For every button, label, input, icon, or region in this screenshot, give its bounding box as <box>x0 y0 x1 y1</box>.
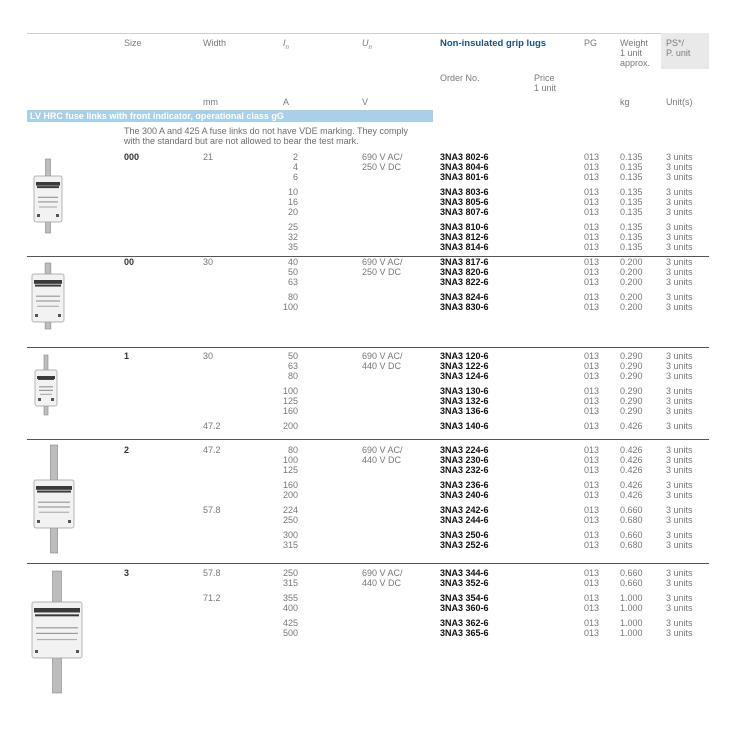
weight-value: 0.426 <box>620 490 643 500</box>
weight-value: 0.290 <box>620 396 643 406</box>
weight-value: 0.290 <box>620 386 643 396</box>
weight-value: 0.426 <box>620 421 643 431</box>
pg-value: 013 <box>584 232 600 242</box>
ps-value: 3 units <box>666 406 693 416</box>
weight-value: 0.660 <box>620 530 643 540</box>
pg-value: 013 <box>584 386 600 396</box>
order-number: 3NA3 360-6 <box>440 603 489 613</box>
pg-value: 013 <box>584 540 600 550</box>
unit-ps: Unit(s) <box>666 97 693 107</box>
weight-value: 0.660 <box>620 568 643 578</box>
col-width-header: Width <box>203 38 227 48</box>
order-number: 3NA3 365-6 <box>440 628 489 638</box>
order-number: 3NA3 804-6 <box>440 162 489 172</box>
current-value: 50 <box>287 267 298 277</box>
order-number: 3NA3 817-6 <box>440 257 489 267</box>
weight-value: 0.135 <box>620 197 643 207</box>
order-number: 3NA3 250-6 <box>440 530 489 540</box>
ps-value: 3 units <box>666 222 693 232</box>
pg-value: 013 <box>584 618 600 628</box>
col-current-header: $I_n$ <box>283 38 289 51</box>
pg-value: 013 <box>584 465 600 475</box>
pg-value: 013 <box>584 603 600 613</box>
width-value: 71.2 <box>203 593 221 603</box>
fuse-link-image <box>26 354 66 416</box>
fuse-link-image <box>26 158 70 234</box>
weight-value: 0.426 <box>620 480 643 490</box>
order-number: 3NA3 352-6 <box>440 578 489 588</box>
current-value: 160 <box>282 406 298 416</box>
ps-value: 3 units <box>666 207 693 217</box>
weight-value: 0.135 <box>620 222 643 232</box>
col-voltage-header: $U_n$ <box>362 38 372 51</box>
current-value: 125 <box>282 465 298 475</box>
group-divider <box>27 347 709 348</box>
order-number: 3NA3 124-6 <box>440 371 489 381</box>
pg-value: 013 <box>584 197 600 207</box>
fuse-link-image <box>28 444 80 554</box>
weight-value: 0.200 <box>620 267 643 277</box>
ps-value: 3 units <box>666 197 693 207</box>
col-ps-header: PS*/ P. unit <box>666 38 691 58</box>
size-value: 1 <box>124 351 130 361</box>
current-value: 20 <box>287 207 298 217</box>
pg-value: 013 <box>584 515 600 525</box>
pg-value: 013 <box>584 187 600 197</box>
voltage-value: 690 V AC/ 440 V DC <box>362 445 403 465</box>
current-value: 200 <box>282 490 298 500</box>
voltage-value: 690 V AC/ 440 V DC <box>362 568 403 588</box>
current-value: 32 <box>287 232 298 242</box>
pg-value: 013 <box>584 578 600 588</box>
size-value: 2 <box>124 445 130 455</box>
ps-value: 3 units <box>666 505 693 515</box>
current-value: 300 <box>282 530 298 540</box>
current-value: 315 <box>282 578 298 588</box>
header-top-rule <box>27 33 709 34</box>
current-value: 50 <box>287 351 298 361</box>
note-text: The 300 A and 425 A fuse links do not have VDE marking. They comply with the standard but are not allowed to bear the test mark. <box>124 126 409 146</box>
weight-value: 1.000 <box>620 618 643 628</box>
size-value: 3 <box>124 568 130 578</box>
size-value: 000 <box>124 152 140 162</box>
ps-value: 3 units <box>666 371 693 381</box>
col-size-header: Size <box>124 38 142 48</box>
weight-value: 0.426 <box>620 465 643 475</box>
pg-value: 013 <box>584 351 600 361</box>
width-value: 57.8 <box>203 505 221 515</box>
weight-value: 0.680 <box>620 515 643 525</box>
size-value: 00 <box>124 257 135 267</box>
weight-value: 0.290 <box>620 371 643 381</box>
current-value: 4 <box>292 162 298 172</box>
ps-value: 3 units <box>666 302 693 312</box>
weight-value: 1.000 <box>620 603 643 613</box>
ps-value: 3 units <box>666 603 693 613</box>
order-number: 3NA3 820-6 <box>440 267 489 277</box>
order-number: 3NA3 132-6 <box>440 396 489 406</box>
weight-value: 1.000 <box>620 628 643 638</box>
pg-value: 013 <box>584 530 600 540</box>
weight-value: 0.135 <box>620 187 643 197</box>
pg-value: 013 <box>584 152 600 162</box>
order-number: 3NA3 802-6 <box>440 152 489 162</box>
width-value: 57.8 <box>203 568 221 578</box>
fuse-link-image <box>26 262 70 330</box>
weight-value: 0.660 <box>620 578 643 588</box>
ps-value: 3 units <box>666 445 693 455</box>
pg-value: 013 <box>584 302 600 312</box>
pg-value: 013 <box>584 445 600 455</box>
ps-value: 3 units <box>666 480 693 490</box>
order-number: 3NA3 344-6 <box>440 568 489 578</box>
width-value: 30 <box>203 351 214 361</box>
pg-value: 013 <box>584 421 600 431</box>
order-number: 3NA3 122-6 <box>440 361 489 371</box>
pg-value: 013 <box>584 162 600 172</box>
current-value: 125 <box>282 396 298 406</box>
ps-value: 3 units <box>666 351 693 361</box>
col-pg-header: PG <box>584 38 598 48</box>
current-value: 35 <box>287 242 298 252</box>
current-value: 6 <box>292 172 298 182</box>
order-number: 3NA3 242-6 <box>440 505 489 515</box>
pg-value: 013 <box>584 628 600 638</box>
weight-value: 0.426 <box>620 445 643 455</box>
order-number: 3NA3 814-6 <box>440 242 489 252</box>
weight-value: 0.290 <box>620 406 643 416</box>
section-title: LV HRC fuse links with front indicator, operational class gG <box>30 111 284 121</box>
ps-value: 3 units <box>666 490 693 500</box>
current-value: 224 <box>282 505 298 515</box>
ps-value: 3 units <box>666 515 693 525</box>
ps-value: 3 units <box>666 396 693 406</box>
group-divider <box>27 563 709 564</box>
order-number: 3NA3 120-6 <box>440 351 489 361</box>
weight-value: 0.200 <box>620 302 643 312</box>
current-value: 63 <box>287 361 298 371</box>
unit-mm: mm <box>203 97 218 107</box>
weight-value: 1.000 <box>620 593 643 603</box>
unit-a: A <box>283 97 290 107</box>
ps-value: 3 units <box>666 257 693 267</box>
pg-value: 013 <box>584 207 600 217</box>
order-number: 3NA3 140-6 <box>440 421 489 431</box>
current-value: 80 <box>287 371 298 381</box>
pg-value: 013 <box>584 257 600 267</box>
current-value: 40 <box>287 257 298 267</box>
ps-value: 3 units <box>666 465 693 475</box>
order-number: 3NA3 824-6 <box>440 292 489 302</box>
order-number: 3NA3 232-6 <box>440 465 489 475</box>
weight-value: 0.290 <box>620 351 643 361</box>
width-value: 47.2 <box>203 421 221 431</box>
order-number: 3NA3 812-6 <box>440 232 489 242</box>
order-number: 3NA3 807-6 <box>440 207 489 217</box>
order-number: 3NA3 822-6 <box>440 277 489 287</box>
current-value: 500 <box>282 628 298 638</box>
order-number: 3NA3 252-6 <box>440 540 489 550</box>
ps-value: 3 units <box>666 162 693 172</box>
fuse-link-image <box>28 570 86 694</box>
width-value: 47.2 <box>203 445 221 455</box>
order-number: 3NA3 805-6 <box>440 197 489 207</box>
col-weight-header: Weight 1 unit approx. <box>620 38 651 68</box>
ps-value: 3 units <box>666 455 693 465</box>
order-number: 3NA3 801-6 <box>440 172 489 182</box>
order-number: 3NA3 236-6 <box>440 480 489 490</box>
current-value: 100 <box>282 455 298 465</box>
current-value: 25 <box>287 222 298 232</box>
order-number: 3NA3 810-6 <box>440 222 489 232</box>
col-order-header: Order No. <box>440 73 480 83</box>
weight-value: 0.135 <box>620 232 643 242</box>
current-value: 100 <box>282 386 298 396</box>
group-divider <box>27 439 709 440</box>
ps-value: 3 units <box>666 618 693 628</box>
weight-value: 0.290 <box>620 361 643 371</box>
order-number: 3NA3 230-6 <box>440 455 489 465</box>
ps-value: 3 units <box>666 386 693 396</box>
current-value: 100 <box>282 302 298 312</box>
pg-value: 013 <box>584 455 600 465</box>
current-value: 63 <box>287 277 298 287</box>
voltage-value: 690 V AC/ 440 V DC <box>362 351 403 371</box>
ps-value: 3 units <box>666 187 693 197</box>
pg-value: 013 <box>584 396 600 406</box>
pg-value: 013 <box>584 568 600 578</box>
col-price-header: Price 1 unit <box>534 73 557 93</box>
current-value: 425 <box>282 618 298 628</box>
ps-value: 3 units <box>666 540 693 550</box>
current-value: 400 <box>282 603 298 613</box>
current-value: 2 <box>292 152 298 162</box>
current-value: 200 <box>282 421 298 431</box>
lugs-header: Non-insulated grip lugs <box>440 38 547 49</box>
voltage-value: 690 V AC/ 250 V DC <box>362 257 403 277</box>
order-number: 3NA3 830-6 <box>440 302 489 312</box>
ps-value: 3 units <box>666 277 693 287</box>
ps-value: 3 units <box>666 232 693 242</box>
voltage-value: 690 V AC/ 250 V DC <box>362 152 403 172</box>
weight-value: 0.200 <box>620 292 643 302</box>
weight-value: 0.680 <box>620 540 643 550</box>
current-value: 80 <box>287 445 298 455</box>
ps-value: 3 units <box>666 421 693 431</box>
weight-value: 0.135 <box>620 242 643 252</box>
ps-value: 3 units <box>666 530 693 540</box>
width-value: 30 <box>203 257 214 267</box>
order-number: 3NA3 240-6 <box>440 490 489 500</box>
current-value: 250 <box>282 568 298 578</box>
pg-value: 013 <box>584 406 600 416</box>
pg-value: 013 <box>584 267 600 277</box>
current-value: 315 <box>282 540 298 550</box>
pg-value: 013 <box>584 222 600 232</box>
pg-value: 013 <box>584 242 600 252</box>
pg-value: 013 <box>584 480 600 490</box>
order-number: 3NA3 244-6 <box>440 515 489 525</box>
order-number: 3NA3 136-6 <box>440 406 489 416</box>
pg-value: 013 <box>584 172 600 182</box>
pg-value: 013 <box>584 490 600 500</box>
unit-kg: kg <box>620 97 630 107</box>
current-value: 355 <box>282 593 298 603</box>
order-number: 3NA3 362-6 <box>440 618 489 628</box>
pg-value: 013 <box>584 593 600 603</box>
pg-value: 013 <box>584 371 600 381</box>
weight-value: 0.660 <box>620 505 643 515</box>
order-number: 3NA3 803-6 <box>440 187 489 197</box>
current-value: 160 <box>282 480 298 490</box>
ps-value: 3 units <box>666 578 693 588</box>
ps-value: 3 units <box>666 628 693 638</box>
weight-value: 0.200 <box>620 277 643 287</box>
pg-value: 013 <box>584 292 600 302</box>
ps-value: 3 units <box>666 172 693 182</box>
current-value: 80 <box>287 292 298 302</box>
ps-value: 3 units <box>666 242 693 252</box>
ps-value: 3 units <box>666 292 693 302</box>
weight-value: 0.135 <box>620 162 643 172</box>
weight-value: 0.135 <box>620 152 643 162</box>
pg-value: 013 <box>584 505 600 515</box>
weight-value: 0.426 <box>620 455 643 465</box>
pg-value: 013 <box>584 361 600 371</box>
current-value: 16 <box>287 197 298 207</box>
ps-value: 3 units <box>666 152 693 162</box>
ps-value: 3 units <box>666 361 693 371</box>
weight-value: 0.200 <box>620 257 643 267</box>
weight-value: 0.135 <box>620 207 643 217</box>
ps-value: 3 units <box>666 568 693 578</box>
unit-v: V <box>362 97 369 107</box>
weight-value: 0.135 <box>620 172 643 182</box>
order-number: 3NA3 130-6 <box>440 386 489 396</box>
current-value: 250 <box>282 515 298 525</box>
ps-value: 3 units <box>666 267 693 277</box>
order-number: 3NA3 224-6 <box>440 445 489 455</box>
pg-value: 013 <box>584 277 600 287</box>
order-number: 3NA3 354-6 <box>440 593 489 603</box>
width-value: 21 <box>203 152 214 162</box>
ps-value: 3 units <box>666 593 693 603</box>
current-value: 10 <box>287 187 298 197</box>
